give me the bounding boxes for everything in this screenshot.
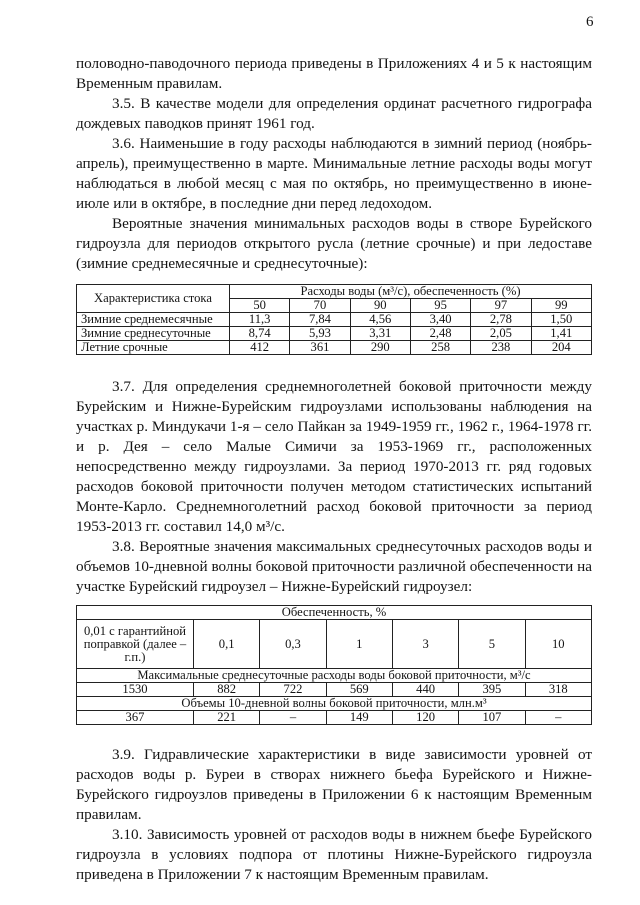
table1-col-header: 99 bbox=[531, 299, 591, 313]
table2-cell: – bbox=[260, 711, 326, 725]
table1-cell: 2,48 bbox=[410, 327, 470, 341]
paragraph-p0: половодно-паводочного периода приведены в Приложениях 4 и 5 к настоящим Временным правилам. bbox=[76, 55, 592, 92]
table-row bbox=[77, 683, 592, 697]
table1-row-label: Зимние среднесуточные bbox=[77, 327, 230, 341]
table-lateral-inflow bbox=[76, 605, 592, 725]
table2-cell: 107 bbox=[459, 711, 525, 725]
table2-cell: 395 bbox=[459, 683, 525, 697]
paragraph-p3: Вероятные значения минимальных расходов воды в створе Бурейского гидроузла для периодов открытого русла (летние срочные) и при ледоставе (зимние среднемесячные и среднесуточные): bbox=[76, 215, 592, 272]
table2-cell: 318 bbox=[525, 683, 591, 697]
document-body bbox=[76, 0, 592, 885]
paragraph-p7: 3.10. Зависимость уровней от расходов воды в нижнем бьефе Бурейского гидроузла в условиях подпора от плотины Нижне-Бурейского гидроузла приведена в Приложении 7 к настоящим Временным правилам. bbox=[76, 826, 592, 883]
table2-col-header: 3 bbox=[392, 620, 458, 669]
table1-col-header: 70 bbox=[290, 299, 350, 313]
paragraph-p1: 3.5. В качестве модели для определения ординат расчетного гидрографа дождевых паводков принят 1961 год. bbox=[76, 95, 592, 132]
table1-cell: 204 bbox=[531, 341, 591, 355]
table1-cell: 3,31 bbox=[350, 327, 410, 341]
table1-group-header: Расходы воды (м³/с), обеспеченность (%) bbox=[230, 285, 592, 299]
table1-cell: 1,41 bbox=[531, 327, 591, 341]
table1-cell: 2,05 bbox=[471, 327, 531, 341]
table1-col-header: 90 bbox=[350, 299, 410, 313]
table2-cell: 882 bbox=[194, 683, 260, 697]
table-min-flows bbox=[76, 284, 592, 355]
table-row bbox=[77, 711, 592, 725]
table1-col-header: 97 bbox=[471, 299, 531, 313]
paragraph-p6: 3.9. Гидравлические характеристики в виде зависимости уровней от расходов воды р. Буреи в створах нижнего бьефа Бурейского и Нижне-Бурейского гидроузлов приведены в Приложении 6 к настоящим Временным правилам. bbox=[76, 746, 592, 823]
table1-cell: 412 bbox=[230, 341, 290, 355]
table1-cell: 3,40 bbox=[410, 313, 470, 327]
paragraphs-bottom bbox=[76, 745, 592, 885]
table1-row-header: Характеристика стока bbox=[77, 285, 230, 313]
table2-cell: 1530 bbox=[77, 683, 194, 697]
table1-cell: 11,3 bbox=[230, 313, 290, 327]
table1-cell: 238 bbox=[471, 341, 531, 355]
table2-cell: 221 bbox=[194, 711, 260, 725]
table1-col-header: 95 bbox=[410, 299, 470, 313]
table1-row-label: Зимние среднемесячные bbox=[77, 313, 230, 327]
table1-cell: 258 bbox=[410, 341, 470, 355]
table1-cell: 1,50 bbox=[531, 313, 591, 327]
table1-cell: 7,84 bbox=[290, 313, 350, 327]
table1-cell: 290 bbox=[350, 341, 410, 355]
table2-col-header: 0,1 bbox=[194, 620, 260, 669]
table1-cell: 5,93 bbox=[290, 327, 350, 341]
paragraphs-mid bbox=[76, 377, 592, 597]
table-row bbox=[77, 341, 592, 355]
table2-cell: 569 bbox=[326, 683, 392, 697]
table1-row-label: Летние срочные bbox=[77, 341, 230, 355]
table2-cell: – bbox=[525, 711, 591, 725]
table2-col-header: 0,3 bbox=[260, 620, 326, 669]
table1-cell: 4,56 bbox=[350, 313, 410, 327]
table2-cell: 367 bbox=[77, 711, 194, 725]
table1-cell: 8,74 bbox=[230, 327, 290, 341]
paragraph-p4: 3.7. Для определения среднемноголетней боковой приточности между Бурейским и Нижне-Бурейским гидроузлами использованы наблюдения на участках р. Миндукачи 1-я – село Пайкан за 1949-1959 гг., 1962 г., 1964-1978 гг. и р. Дея – село Малые Симичи за 1953-1969 гг., расположенных непосредственно между гидроузлами. За период 1970-2013 гг. ряд годовых расходов боковой приточности получен методом статистических испытаний Монте-Карло. Среднемноголетний расход боковой приточности за период 1953-2013 гг. составил 14,0 м³/с. bbox=[76, 378, 592, 535]
table1-cell: 2,78 bbox=[471, 313, 531, 327]
table1-cell: 361 bbox=[290, 341, 350, 355]
table2-col-header: 10 bbox=[525, 620, 591, 669]
table2-section2-title: Объемы 10-дневной волны боковой приточности, млн.м³ bbox=[77, 697, 592, 711]
table2-col-header: 1 bbox=[326, 620, 392, 669]
table2-header: Обеспеченность, % bbox=[77, 606, 592, 620]
table2-cell: 149 bbox=[326, 711, 392, 725]
page-number: 6 bbox=[586, 14, 594, 30]
table-row bbox=[77, 313, 592, 327]
table2-cell: 440 bbox=[392, 683, 458, 697]
table2-cell: 722 bbox=[260, 683, 326, 697]
paragraph-p5: 3.8. Вероятные значения максимальных среднесуточных расходов воды и объемов 10-дневной волны боковой приточности различной обеспеченности на участке Бурейский гидроузел – Нижне-Бурейский гидроузел: bbox=[76, 538, 592, 595]
table-row bbox=[77, 327, 592, 341]
table2-first-col-header: 0,01 с гарантийной поправкой (далее – г.п.) bbox=[77, 620, 194, 669]
table2-col-header: 5 bbox=[459, 620, 525, 669]
table2-section1-title: Максимальные среднесуточные расходы воды боковой приточности, м³/с bbox=[77, 669, 592, 683]
table1-col-header: 50 bbox=[230, 299, 290, 313]
paragraphs-top bbox=[76, 54, 592, 274]
table2-cell: 120 bbox=[392, 711, 458, 725]
paragraph-p2: 3.6. Наименьшие в году расходы наблюдаются в зимний период (ноябрь-апрель), преимущественно в марте. Минимальные летние расходы воды могут наблюдаться в любой месяц с мая по октябрь, но преимущественно в июне-июле или в октябре, в последние дни перед ледоходом. bbox=[76, 135, 592, 212]
